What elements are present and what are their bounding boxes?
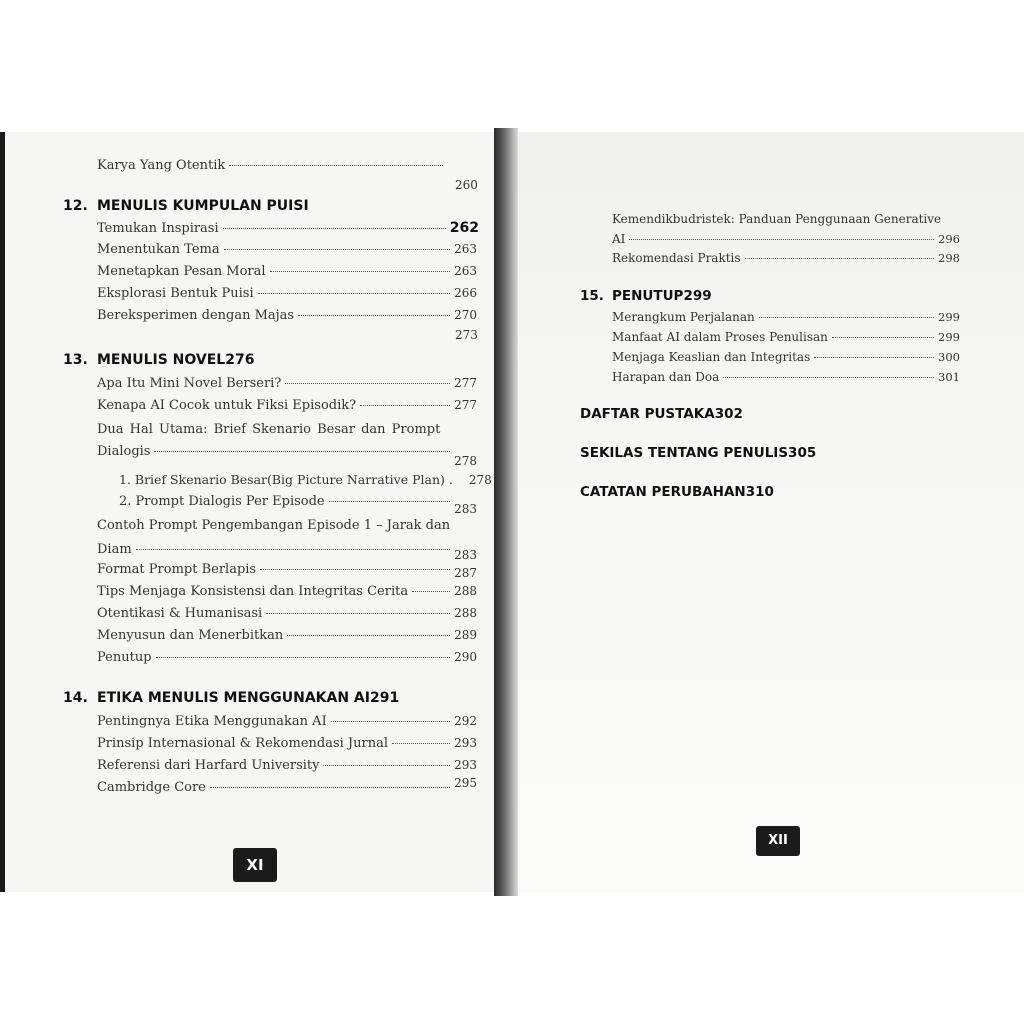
dot-leader <box>270 271 451 272</box>
dot-leader <box>154 451 450 452</box>
dot-leader <box>136 549 450 550</box>
toc-chapter-page: 276 <box>225 352 255 368</box>
toc-entry-title: Menetapkan Pesan Moral <box>97 264 266 279</box>
dot-leader <box>260 569 450 570</box>
toc-entry <box>97 736 477 751</box>
dot-leader <box>298 315 450 316</box>
toc-entry-page: 278 <box>468 473 492 487</box>
toc-entry-page: 283 <box>454 548 477 562</box>
toc-entry-title: Kenapa AI Cocok untuk Fiksi Episodik? <box>97 398 357 413</box>
toc-entry-title: Menjaga Keaslian dan Integritas <box>612 350 811 364</box>
toc-entry <box>97 158 447 173</box>
toc-entry <box>97 286 477 301</box>
toc-chapter-title: ETIKA MENULIS MENGGUNAKAN AI <box>97 690 370 706</box>
toc-entry-page: 270 <box>454 308 477 322</box>
toc-entry-page: 301 <box>938 370 960 384</box>
toc-entry <box>97 376 477 391</box>
toc-entry <box>97 562 477 580</box>
toc-entry-page: 299 <box>938 330 960 344</box>
dot-leader <box>229 165 443 166</box>
toc-entry <box>97 650 477 665</box>
toc-chapter-page: 299 <box>683 288 712 304</box>
dot-leader <box>266 613 450 614</box>
toc-entry-title: Penutup <box>97 650 152 665</box>
toc-entry <box>97 758 477 773</box>
toc-chapter <box>63 352 479 368</box>
toc-entry-page: 299 <box>938 310 960 324</box>
toc-entry <box>97 606 477 621</box>
toc-entry-title: AI <box>612 232 626 246</box>
toc-chapter-title: DAFTAR PUSTAKA <box>580 406 715 422</box>
toc-entry-title: Temukan Inspirasi <box>97 221 219 236</box>
chapter-number: 15. <box>580 288 604 304</box>
toc-entry-page: 300 <box>938 350 960 364</box>
toc-chapter-page: 310 <box>745 484 774 500</box>
toc-entry-page: 290 <box>454 650 477 664</box>
toc-chapter <box>580 484 964 500</box>
toc-entry-page: 260 <box>455 178 478 192</box>
toc-entry-title: Rekomendasi Praktis <box>612 251 741 265</box>
toc-entry-title: Format Prompt Berlapis <box>97 562 257 577</box>
toc-entry <box>119 472 492 487</box>
right-page <box>518 132 1024 892</box>
toc-entry-title: Eksplorasi Bentuk Puisi <box>97 286 254 301</box>
toc-entry <box>612 232 960 246</box>
toc-entry-page: 278 <box>454 454 477 468</box>
toc-entry-page: 263 <box>454 264 477 278</box>
toc-entry-page: 263 <box>454 242 477 256</box>
toc-entry <box>97 444 477 468</box>
toc-entry-title: Dialogis <box>97 444 151 459</box>
toc-entry-page: 262 <box>449 220 479 236</box>
toc-entry <box>97 220 479 236</box>
toc-entry <box>97 264 477 279</box>
toc-entry <box>612 251 960 265</box>
toc-entry <box>612 330 960 344</box>
toc-entry-page: 266 <box>454 286 477 300</box>
toc-entry-title: Tips Menjaga Konsistensi dan Integritas Cerita <box>97 584 409 599</box>
toc-entry-title: Referensi dari Harfard University <box>97 758 320 773</box>
chapter-number: 12. <box>63 198 88 214</box>
toc-chapter <box>63 690 479 706</box>
left-toc <box>5 132 494 892</box>
toc-entry-page: 287 <box>454 566 477 580</box>
toc-entry <box>119 494 477 516</box>
chapter-number: 14. <box>63 690 88 706</box>
toc-entry <box>97 242 477 257</box>
toc-chapter-page: 305 <box>788 445 817 461</box>
dot-leader <box>629 239 934 240</box>
toc-entry-title: Dua Hal Utama: Brief Skenario Besar dan Prompt <box>97 422 441 437</box>
toc-chapter-title: MENULIS NOVEL <box>97 352 226 368</box>
dot-leader <box>392 743 450 744</box>
toc-entry-title: Prinsip Internasional & Rekomendasi Jurnal <box>97 736 389 751</box>
toc-entry-page: 288 <box>454 606 477 620</box>
toc-entry <box>612 350 960 364</box>
dot-leader <box>329 501 450 502</box>
toc-entry-page: 277 <box>454 376 477 390</box>
dot-leader <box>156 657 451 658</box>
toc-chapter-title: MENULIS KUMPULAN PUISI <box>97 198 309 214</box>
toc-entry-title: Bereksperimen dengan Majas <box>97 308 295 323</box>
dot-leader <box>258 293 450 294</box>
toc-entry-title: Kemendikbudristek: Panduan Penggunaan Generative <box>612 212 942 226</box>
dot-leader <box>224 249 450 250</box>
toc-entry-page: 273 <box>455 328 478 342</box>
toc-entry <box>97 714 477 729</box>
toc-chapter-title: SEKILAS TENTANG PENULIS <box>580 445 789 461</box>
toc-entry <box>97 398 477 413</box>
dot-leader <box>323 765 450 766</box>
left-page <box>0 132 494 892</box>
dot-leader <box>223 228 446 229</box>
toc-entry-title: Diam <box>97 542 132 557</box>
chapter-number: 13. <box>63 352 88 368</box>
toc-chapter-page: 291 <box>369 690 400 706</box>
dot-leader <box>832 337 934 338</box>
toc-entry-title: 1. Brief Skenario Besar(Big Picture Narrative Plan) . <box>119 472 453 487</box>
toc-entry-page: 283 <box>454 502 477 516</box>
toc-entry-page: 298 <box>938 251 960 265</box>
page-number-badge: XI <box>233 848 277 882</box>
toc-chapter-page: 302 <box>714 406 743 422</box>
toc-entry <box>97 628 477 643</box>
toc-chapter <box>580 406 964 422</box>
toc-entry-page: 295 <box>454 776 477 790</box>
toc-entry <box>97 776 477 795</box>
page-number-badge: XII <box>756 826 800 856</box>
toc-entry <box>97 542 477 562</box>
toc-entry-page: 277 <box>454 398 477 412</box>
dot-leader <box>412 591 450 592</box>
dot-leader <box>287 635 450 636</box>
toc-entry-title: Merangkum Perjalanan <box>612 310 755 324</box>
toc-entry-title: Apa Itu Mini Novel Berseri? <box>97 376 282 391</box>
toc-entry-title: Menyusun dan Menerbitkan <box>97 628 284 643</box>
toc-chapter <box>63 198 447 214</box>
toc-entry-title: Otentikasi & Humanisasi <box>97 606 263 621</box>
toc-entry <box>97 308 477 323</box>
toc-entry-title: 2. Prompt Dialogis Per Episode <box>119 494 325 509</box>
toc-entry <box>612 370 960 384</box>
dot-leader <box>360 405 450 406</box>
toc-entry-page: 288 <box>454 584 477 598</box>
toc-entry-page: 292 <box>454 714 477 728</box>
toc-entry-page: 289 <box>454 628 477 642</box>
book-gutter <box>494 128 518 896</box>
toc-entry <box>612 310 960 324</box>
dot-leader <box>210 787 450 788</box>
toc-entry-title: Karya Yang Otentik <box>97 158 226 173</box>
toc-chapter <box>580 288 962 304</box>
toc-entry-title: Menentukan Tema <box>97 242 220 257</box>
toc-entry-page: 293 <box>454 758 477 772</box>
toc-entry-page: 293 <box>454 736 477 750</box>
toc-entry-title: Contoh Prompt Pengembangan Episode 1 – Jarak dan <box>97 518 451 533</box>
toc-chapter <box>580 445 964 461</box>
toc-entry-title: Manfaat AI dalam Proses Penulisan <box>612 330 828 344</box>
toc-entry-title: Harapan dan Doa <box>612 370 720 384</box>
toc-entry <box>97 584 477 599</box>
toc-entry-title: Pentingnya Etika Menggunakan AI <box>97 714 327 729</box>
toc-entry-page: 296 <box>938 232 960 246</box>
toc-chapter-title: PENUTUP <box>612 288 684 304</box>
dot-leader <box>759 317 934 318</box>
dot-leader <box>745 258 935 259</box>
right-toc <box>518 132 1024 892</box>
dot-leader <box>723 377 934 378</box>
toc-entry-title: Cambridge Core <box>97 780 206 795</box>
dot-leader <box>331 721 450 722</box>
dot-leader <box>285 383 450 384</box>
toc-chapter-title: CATATAN PERUBAHAN <box>580 484 746 500</box>
dot-leader <box>814 357 934 358</box>
